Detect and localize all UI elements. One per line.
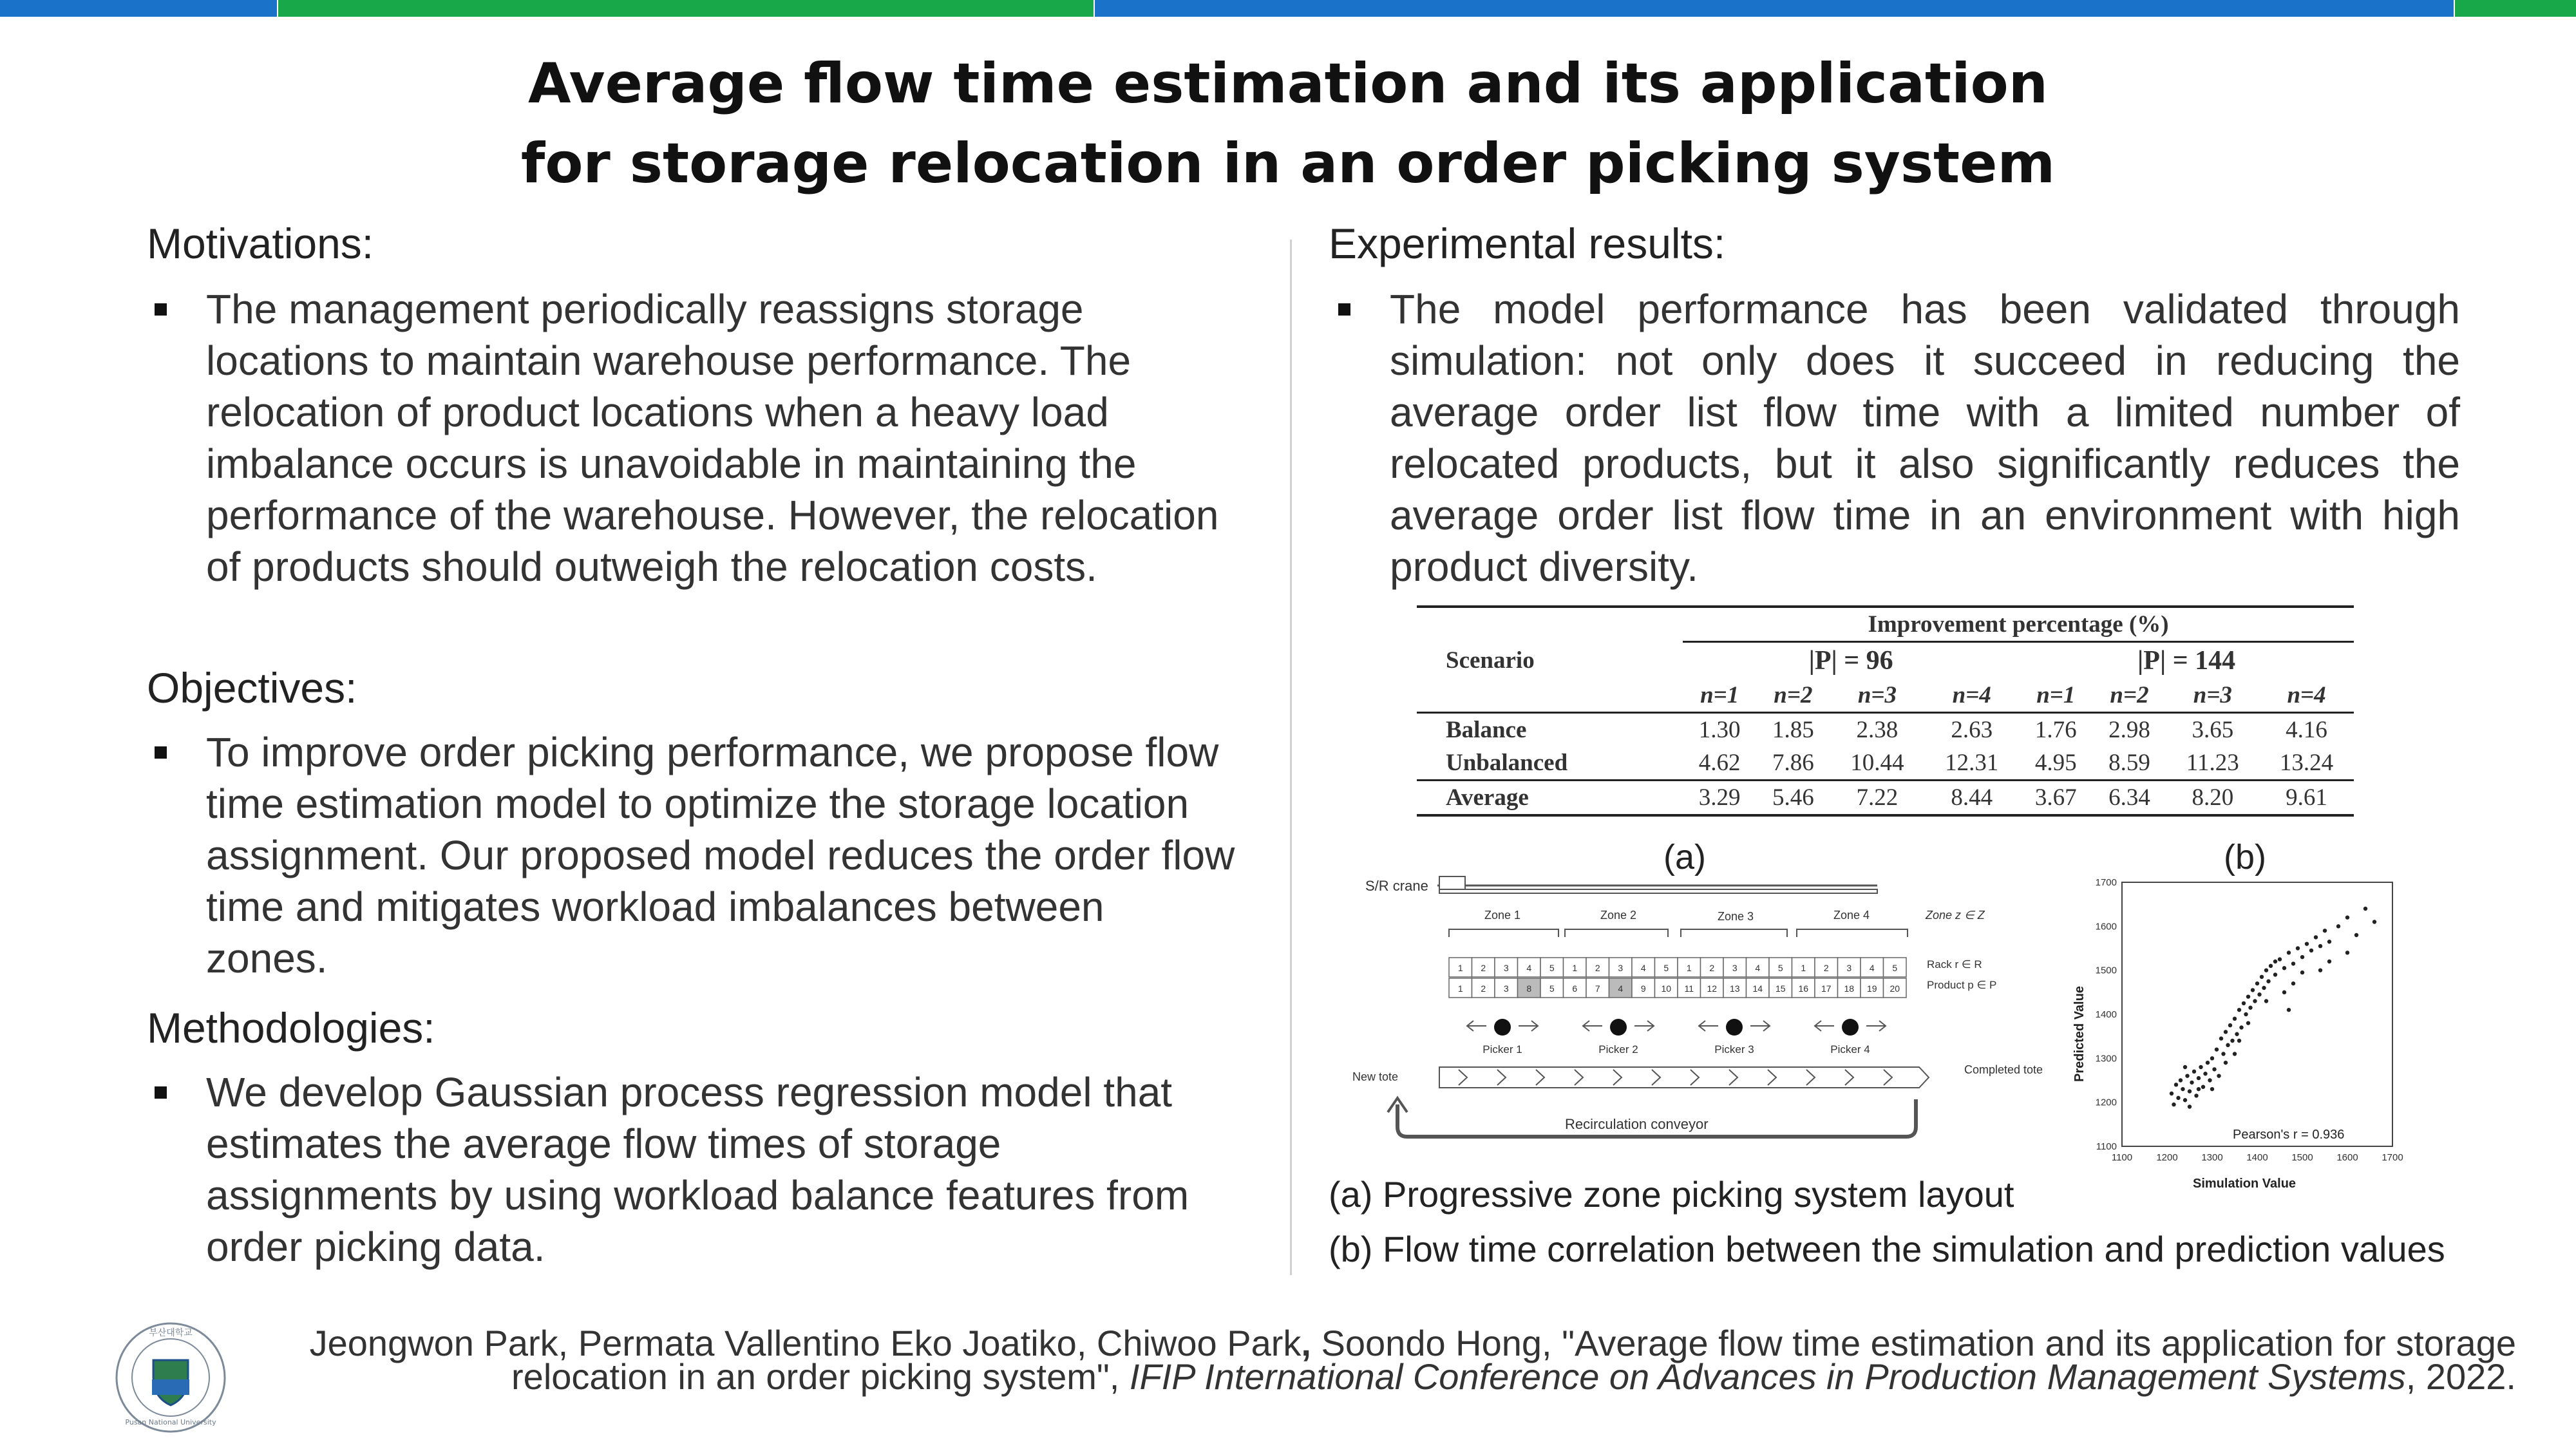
- scatter-point: [2197, 1087, 2201, 1091]
- results-table: [1417, 605, 2354, 817]
- row-label: Average: [1446, 784, 1529, 811]
- scatter-point: [2273, 972, 2277, 976]
- product-number: 2: [1481, 983, 1486, 994]
- product-number: 6: [1572, 983, 1578, 994]
- rack-number: 1: [1457, 963, 1463, 973]
- experimental-results-heading: Experimental results:: [1329, 220, 1726, 267]
- table-cell: 9.61: [2286, 784, 2327, 811]
- scatter-point: [2201, 1085, 2205, 1089]
- picker-icon: [1494, 1019, 1511, 1036]
- rack-grid: [1449, 958, 1906, 998]
- table-row: [1417, 713, 2354, 747]
- group-96: |P| = 96: [1808, 646, 1893, 676]
- table-group-row: [1417, 642, 2354, 679]
- n-header: n=1: [1683, 679, 1756, 713]
- motivations-bullet: [206, 283, 1236, 592]
- n-header: n=4: [1924, 679, 2019, 713]
- scatter-point: [2287, 951, 2291, 954]
- table-title: Improvement percentage (%): [1683, 607, 2354, 642]
- table-cell: 6.34: [2108, 784, 2150, 811]
- product-number: 3: [1503, 983, 1509, 994]
- bullet-square: [155, 746, 167, 759]
- logo-university-name: Pusan National University: [125, 1418, 216, 1426]
- top-bar-blue-2: [1095, 0, 2454, 17]
- x-tick-label: 1100: [2111, 1152, 2133, 1163]
- citation-title-part-1: Soondo Hong, "Average flow time estimation and its application for storage: [1311, 1323, 2516, 1363]
- scatter-point: [2185, 1074, 2189, 1077]
- product-number: 17: [1821, 983, 1832, 994]
- rack-label: Rack r ∈ R: [1927, 958, 1982, 971]
- scatter-point: [2215, 1047, 2219, 1051]
- scatter-point: [2248, 1006, 2252, 1010]
- product-number: 14: [1752, 983, 1763, 994]
- rack-number: 2: [1595, 963, 1600, 973]
- scatter-point: [2345, 951, 2349, 954]
- scatter-point: [2230, 1039, 2234, 1043]
- table-cell: 10.44: [1830, 746, 1925, 781]
- rack-number: 4: [1526, 963, 1532, 973]
- top-bar-blue-1: [0, 0, 277, 17]
- logo-symbol-text: 부산대학교: [149, 1328, 193, 1338]
- pearson-annotation: Pearson's r = 0.936: [2233, 1128, 2345, 1142]
- scatter-point: [2221, 1052, 2225, 1056]
- product-number: 9: [1640, 983, 1646, 994]
- scatter-point: [2273, 960, 2277, 963]
- scatter-point: [2282, 966, 2286, 970]
- citation-venue: IFIP International Conference on Advances in Production Management Systems: [1129, 1356, 2406, 1397]
- rack-number: 2: [1823, 963, 1829, 973]
- scatter-point: [2260, 975, 2264, 979]
- scatter-point: [2170, 1092, 2174, 1095]
- caption-a: (a) Progressive zone picking system layout: [1329, 1174, 2014, 1215]
- scatter-point: [2264, 968, 2268, 972]
- crane-label: S/R crane: [1365, 878, 1428, 894]
- objectives-heading: Objectives:: [147, 664, 357, 712]
- pickers-group: [1467, 1019, 1886, 1056]
- rack-number: 1: [1572, 963, 1578, 973]
- zone-set-label: Zone z ∈ Z: [1926, 909, 1985, 922]
- y-axis-label: Predicted Value: [2072, 986, 2087, 1082]
- zone-label: Zone 4: [1833, 909, 1870, 922]
- product-number: 18: [1844, 983, 1855, 994]
- scatter-point: [2208, 1078, 2211, 1082]
- motivations-text: The management periodically reassigns storage locations to maintain warehouse performance. The relocation of product locations when a heavy load imbalance occurs is unavoidable in maintaining the performance of the warehouse. However, the relocation of products should outweigh the relocation costs.: [206, 286, 1219, 590]
- product-number: 7: [1595, 983, 1600, 994]
- x-axis-label: Simulation Value: [2193, 1177, 2297, 1191]
- group-144: |P| = 144: [2137, 646, 2236, 676]
- table-title-row: [1417, 607, 2354, 642]
- citation-line-1: [309, 1323, 2516, 1363]
- product-number: 4: [1618, 983, 1624, 994]
- scatter-point: [2354, 933, 2358, 937]
- table-cell: 2.98: [2108, 717, 2150, 743]
- product-label: Product p ∈ P: [1927, 979, 1997, 991]
- scatter-point: [2235, 1032, 2239, 1036]
- citation-title-part-2: relocation in an order picking system",: [511, 1356, 1130, 1397]
- scatter-point: [2172, 1103, 2175, 1106]
- x-tick-label: 1500: [2291, 1152, 2313, 1163]
- scatter-point: [2183, 1098, 2187, 1102]
- rack-number: 1: [1801, 963, 1806, 973]
- scatter-point: [2244, 1012, 2248, 1016]
- rack-number: 4: [1640, 963, 1646, 973]
- scatter-point: [2217, 1074, 2221, 1077]
- x-tick-label: 1600: [2336, 1152, 2358, 1163]
- table-row: [1417, 781, 2354, 816]
- picker-icon: [1610, 1019, 1627, 1036]
- rack-number: 5: [1663, 963, 1669, 973]
- scatter-point: [2233, 1017, 2237, 1021]
- row-label: Unbalanced: [1417, 746, 1683, 781]
- rack-number: 3: [1846, 963, 1852, 973]
- scatter-point: [2255, 981, 2259, 985]
- scatter-point: [2318, 968, 2322, 972]
- zone-label: Zone 2: [1600, 909, 1637, 922]
- y-tick-label: 1100: [2096, 1141, 2117, 1152]
- motivations-heading: Motivations:: [147, 220, 374, 267]
- product-number: 15: [1775, 983, 1786, 994]
- product-number: 16: [1798, 983, 1809, 994]
- product-number: 19: [1866, 983, 1877, 994]
- scatter-point: [2194, 1094, 2198, 1097]
- university-logo: [115, 1321, 227, 1434]
- zone-picking-layout-diagram: [1352, 873, 2099, 1156]
- picker-label: Picker 4: [1830, 1043, 1870, 1056]
- table-cell: 1.76: [2034, 717, 2077, 743]
- scatter-point: [2246, 994, 2250, 998]
- caption-b: (b) Flow time correlation between the simulation and prediction values: [1329, 1229, 2445, 1269]
- n-header: n=3: [1830, 679, 1925, 713]
- title-line-1: Average flow time estimation and its application: [528, 52, 2048, 116]
- scatter-point: [2278, 957, 2282, 961]
- scatter-point: [2237, 1039, 2241, 1043]
- scatter-point: [2179, 1078, 2183, 1082]
- y-tick-label: 1500: [2095, 965, 2117, 976]
- scatter-point: [2246, 1021, 2250, 1025]
- scatter-point: [2199, 1065, 2202, 1069]
- rack-number: 3: [1732, 963, 1738, 973]
- product-number: 12: [1707, 983, 1718, 994]
- y-tick-label: 1200: [2095, 1097, 2117, 1108]
- scatter-point: [2282, 990, 2286, 994]
- table-cell: 13.24: [2259, 746, 2354, 781]
- scatter-point: [2327, 960, 2331, 963]
- y-tick-label: 1300: [2095, 1053, 2117, 1065]
- figure-a-label: (a): [1663, 838, 1706, 876]
- title-line-2: for storage relocation in an order picking system: [520, 131, 2056, 196]
- y-tick-label: 1700: [2095, 877, 2117, 888]
- plot-area: [2122, 882, 2392, 1146]
- table-cell: 1.85: [1772, 717, 1814, 743]
- bullet-square: [155, 1086, 167, 1099]
- scatter-point: [2224, 1061, 2228, 1065]
- scatter-point: [2291, 961, 2295, 965]
- rack-number: 4: [1869, 963, 1875, 973]
- methodologies-text: We develop Gaussian process regression model that estimates the average flow times of storage assignments by using workload balance features from order picking data.: [206, 1069, 1189, 1270]
- product-number: 10: [1661, 983, 1672, 994]
- table-cell: 4.16: [2286, 717, 2327, 743]
- x-tick-label: 1400: [2246, 1152, 2268, 1163]
- table-cell: 3.67: [2034, 784, 2077, 811]
- scatter-point: [2327, 940, 2331, 943]
- picker-label: Picker 1: [1482, 1043, 1522, 1056]
- scatter-point: [2291, 981, 2295, 985]
- citation-year: , 2022.: [2405, 1356, 2516, 1397]
- experimental-results-text: The model performance has been validated through simulation: not only does it succeed in reducing the average order list flow time with a limited number of relocated products, but it also significantly reduces the average order list flow time in an environment with high product diversity.: [1390, 286, 2460, 590]
- scatter-point: [2300, 955, 2304, 959]
- zone-label: Zone 1: [1484, 909, 1521, 922]
- scatter-point: [2237, 1008, 2241, 1012]
- zone-brackets: [1449, 929, 1908, 937]
- x-tick-label: 1300: [2201, 1152, 2223, 1163]
- logo-book: [152, 1379, 189, 1395]
- table-cell: 12.31: [1924, 746, 2019, 781]
- scatter-point: [2372, 920, 2376, 923]
- scatter-point: [2323, 929, 2327, 933]
- scatter-point: [2190, 1081, 2193, 1084]
- citation: [309, 1323, 2516, 1397]
- rack-number: 1: [1686, 963, 1692, 973]
- objectives-text: To improve order picking performance, we propose flow time estimation model to optimize the storage location assignment. Our proposed model reduces the order flow time and mitigates workload imbalances between zones.: [206, 729, 1235, 981]
- table-row: [1417, 746, 2354, 781]
- picker-icon: [1726, 1019, 1743, 1036]
- scatter-point: [2318, 944, 2322, 948]
- picker-icon: [1842, 1019, 1859, 1036]
- scatter-point: [2174, 1083, 2178, 1086]
- table-cell: 7.22: [1856, 784, 1899, 811]
- rack-number: 3: [1503, 963, 1509, 973]
- scatter-point: [2197, 1076, 2201, 1080]
- rack-number: 5: [1892, 963, 1898, 973]
- product-number: 13: [1729, 983, 1740, 994]
- scenario-label: Scenario: [1446, 647, 1535, 674]
- picker-label: Picker 3: [1714, 1043, 1754, 1056]
- product-number: 11: [1684, 983, 1694, 994]
- zone-labels: [1484, 909, 1985, 923]
- scatter-point: [2253, 999, 2257, 1003]
- scatter-point: [2176, 1096, 2180, 1100]
- scatter-point: [2181, 1087, 2184, 1091]
- table-cell: 4.62: [1683, 746, 1756, 781]
- scatter-point: [2269, 964, 2273, 968]
- scatter-point: [2266, 980, 2270, 983]
- table-cell: 8.44: [1951, 784, 1993, 811]
- conveyor-label: Recirculation conveyor: [1565, 1116, 1709, 1132]
- objectives-bullet: [206, 726, 1236, 984]
- scatter-point: [2300, 971, 2304, 974]
- scatter-point: [2206, 1061, 2210, 1065]
- n-header: n=4: [2259, 679, 2354, 713]
- table-cell: 2.63: [1951, 717, 1993, 743]
- product-number: 1: [1457, 983, 1463, 994]
- citation-comma: ,: [1301, 1323, 1311, 1363]
- scatter-point: [2287, 1008, 2291, 1012]
- scatter-point: [2203, 1072, 2207, 1075]
- scatter-point: [2345, 915, 2349, 919]
- methodologies-bullet: [206, 1066, 1236, 1273]
- methodologies-heading: Methodologies:: [147, 1004, 435, 1052]
- citation-authors: Jeongwon Park, Permata Vallentino Eko Joatiko, Chiwoo Park: [309, 1323, 1302, 1363]
- table-cell: 8.59: [2092, 746, 2166, 781]
- scatter-point: [2188, 1089, 2192, 1093]
- product-number: 20: [1889, 983, 1900, 994]
- scatter-point: [2309, 949, 2313, 952]
- table-cell: 3.29: [1698, 784, 1741, 811]
- scatter-point: [2210, 1087, 2214, 1091]
- scatter-point: [2219, 1036, 2223, 1040]
- rack-number: 4: [1755, 963, 1761, 973]
- table-cell: 1.30: [1698, 717, 1741, 743]
- scatter-point: [2239, 1025, 2243, 1029]
- scatter-point: [2314, 935, 2318, 939]
- rack-number: 2: [1709, 963, 1715, 973]
- figure-b-label: (b): [2224, 838, 2266, 876]
- citation-line-2: [310, 1356, 2516, 1397]
- rack-number: 2: [1481, 963, 1486, 973]
- bullet-square: [155, 303, 167, 316]
- column-divider: [1290, 240, 1292, 1275]
- scatter-point: [2188, 1104, 2192, 1108]
- completed-tote-label: Completed tote: [1964, 1063, 2043, 1076]
- scatter-point: [2363, 907, 2367, 911]
- crane-track: [1439, 889, 1877, 893]
- scatter-point: [2242, 1001, 2246, 1005]
- table-cell: 7.86: [1756, 746, 1830, 781]
- n-header: n=2: [1756, 679, 1830, 713]
- n-header: n=1: [2019, 679, 2092, 713]
- scatter-point: [2210, 1056, 2214, 1060]
- top-bar-green-1: [278, 0, 1094, 17]
- y-tick-label: 1400: [2095, 1009, 2117, 1020]
- product-number: 8: [1526, 983, 1532, 994]
- scatter-point: [2257, 992, 2261, 996]
- scatter-point: [2262, 986, 2266, 990]
- table-cell: 8.20: [2192, 784, 2234, 811]
- table-n-row: [1417, 679, 2354, 713]
- n-header: n=2: [2092, 679, 2166, 713]
- scatter-point: [2183, 1065, 2187, 1069]
- rack-number: 5: [1777, 963, 1783, 973]
- new-tote-label: New tote: [1352, 1070, 1399, 1083]
- scatter-point: [2224, 1030, 2228, 1034]
- scatter-chart: [2064, 869, 2405, 1191]
- table-cell: 3.65: [2192, 717, 2234, 743]
- rack-number: 3: [1618, 963, 1624, 973]
- n-header: n=3: [2166, 679, 2259, 713]
- x-tick-label: 1700: [2382, 1152, 2403, 1163]
- table-cell: 11.23: [2166, 746, 2259, 781]
- scatter-point: [2336, 924, 2340, 928]
- scatter-point: [2192, 1070, 2196, 1074]
- product-number: 5: [1549, 983, 1555, 994]
- y-tick-label: 1600: [2095, 921, 2117, 933]
- scatter-point: [2264, 999, 2268, 1003]
- row-label: Balance: [1446, 717, 1527, 743]
- zone-label: Zone 3: [1718, 910, 1754, 923]
- page-title: [0, 44, 2576, 204]
- table-cell: 2.38: [1856, 717, 1899, 743]
- experimental-results-bullet: [1390, 283, 2460, 592]
- scatter-point: [2296, 946, 2300, 950]
- x-tick-label: 1200: [2156, 1152, 2178, 1163]
- picker-label: Picker 2: [1598, 1043, 1638, 1056]
- table-cell: 4.95: [2019, 746, 2092, 781]
- bullet-square: [1338, 303, 1350, 316]
- scatter-point: [2212, 1067, 2216, 1071]
- scatter-point: [2228, 1023, 2232, 1027]
- scatter-point: [2226, 1043, 2230, 1047]
- top-bar-green-2: [2455, 0, 2576, 17]
- scatter-point: [2305, 942, 2309, 945]
- table-cell: 5.46: [1772, 784, 1814, 811]
- rack-number: 5: [1549, 963, 1555, 973]
- scatter-point: [2251, 988, 2255, 992]
- scatter-point: [2233, 1052, 2237, 1056]
